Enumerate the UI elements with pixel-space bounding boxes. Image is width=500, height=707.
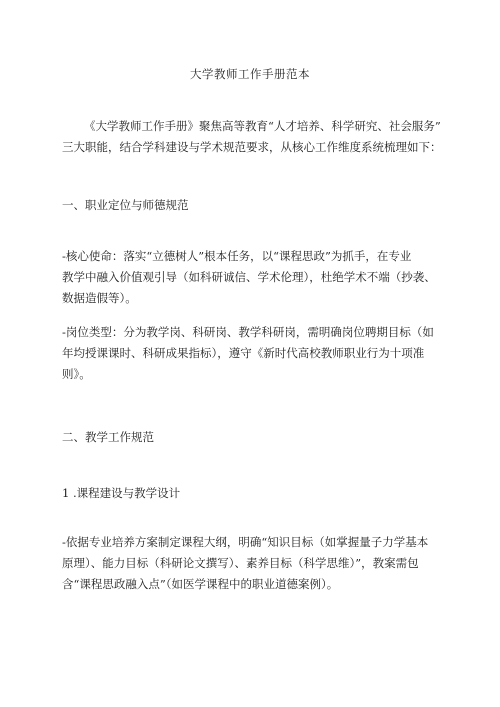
course-design-paragraph (62, 532, 446, 595)
post-type-line: 年均授课课时、科研成果指标），遵守《新时代高校教师职业行为十项准 (62, 346, 425, 360)
course-design-line: 原理）、能力目标（科研论文撰写）、素养目标（科学思维）”，教案需包 (62, 556, 419, 570)
intro-line: 三大职能，结合学科建设与学术规范要求，从核心工作维度系统梳理如下： (62, 140, 442, 154)
course-design-line: 含“课程思政融入点”（如医学课程中的职业道德案例）。 (62, 577, 339, 591)
subsection-heading: 1 .课程建设与教学设计 (62, 486, 181, 500)
intro-line: 《大学教师工作手册》聚焦高等教育“人才培养、科学研究、社会服务” (84, 119, 441, 133)
section-heading: 二、教学工作规范 (62, 430, 154, 444)
course-design-line: -依据专业培养方案制定课程大纲，明确“知识目标（如掌握量子力学基本 (62, 535, 429, 549)
mission-paragraph (62, 246, 446, 309)
mission-line: -核心使命：落实“立德树人”根本任务，以“课程思政”为抓手，在专业 (62, 249, 412, 263)
post-type-line: -岗位类型：分为教学岗、科研岗、教学科研岗，需明确岗位聘期目标（如 (62, 325, 434, 339)
page-title: 大学教师工作手册范本 (190, 67, 310, 81)
post-type-line: 则》。 (62, 367, 91, 381)
mission-line: 数据造假等）。 (62, 291, 137, 305)
section-heading: 一、职业定位与师德规范 (62, 198, 189, 212)
intro-paragraph (62, 116, 446, 158)
post-type-paragraph (62, 322, 446, 385)
mission-line: 教学中融入价值观引导（如科研诚信、学术伦理），杜绝学术不端（抄袭、 (62, 270, 436, 284)
